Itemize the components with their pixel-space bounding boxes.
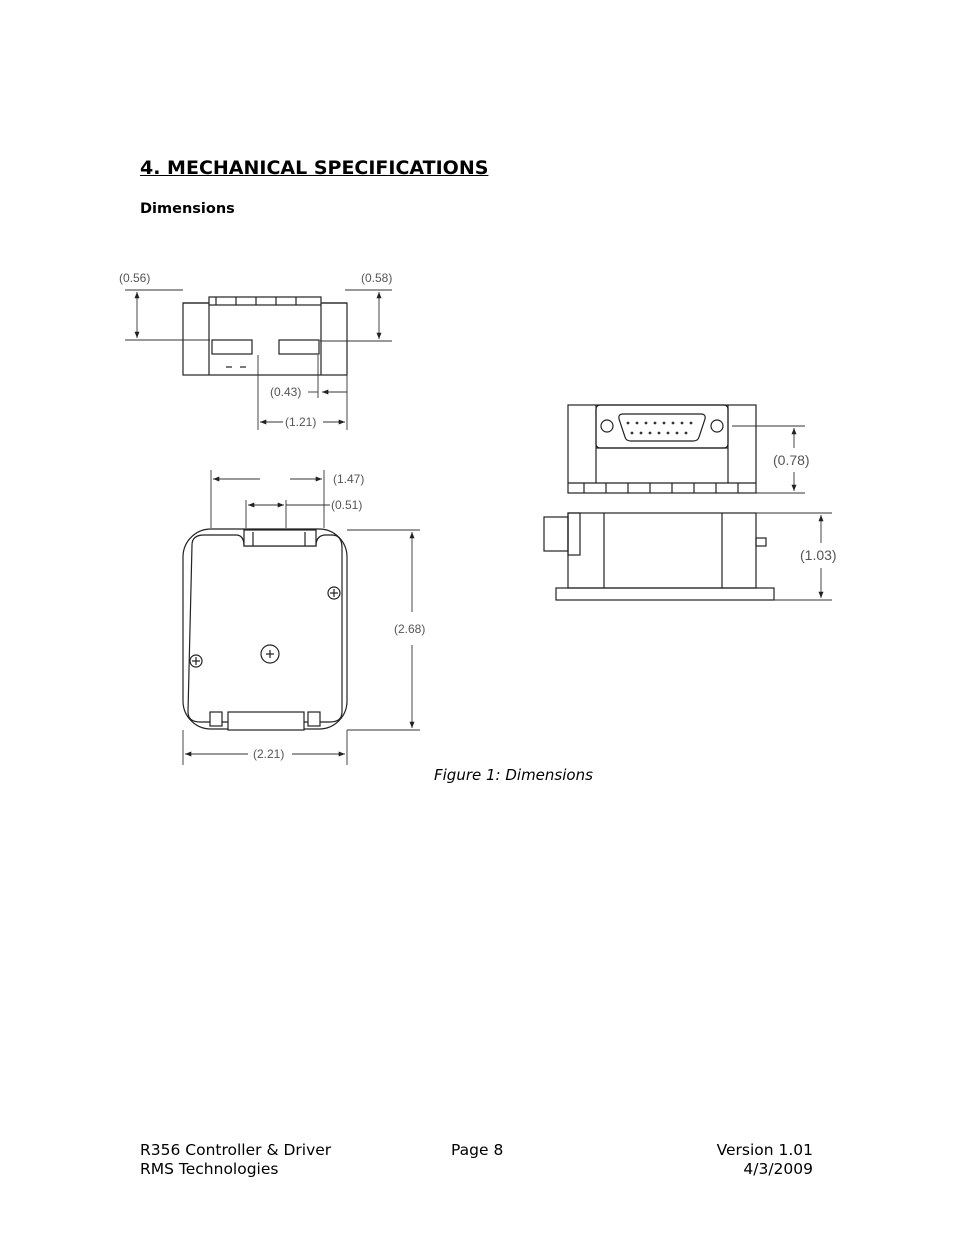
dim-056: (0.56) xyxy=(119,271,151,285)
dim-147: (1.47) xyxy=(333,472,365,486)
footer-left xyxy=(140,1141,331,1179)
dim-103: (1.03) xyxy=(800,547,837,563)
footer-product: R356 Controller & Driver xyxy=(140,1141,332,1159)
dim-268: (2.68) xyxy=(394,622,426,636)
side-view-bottom xyxy=(544,513,774,600)
top-view xyxy=(183,297,347,375)
dim-051: (0.51) xyxy=(331,498,363,512)
figure-caption: Figure 1: Dimensions xyxy=(434,766,593,784)
footer-date: 4/3/2009 xyxy=(743,1160,813,1178)
db15-pins xyxy=(627,422,693,435)
section-heading: 4. MECHANICAL SPECIFICATIONS xyxy=(140,157,489,179)
footer-company: RMS Technologies xyxy=(140,1160,279,1178)
dim-121: (1.21) xyxy=(285,415,317,429)
dim-058: (0.58) xyxy=(361,271,393,285)
footer-page: Page 8 xyxy=(451,1141,504,1159)
footer-version: Version 1.01 xyxy=(716,1141,813,1159)
section-subheading: Dimensions xyxy=(140,201,235,217)
side-view-top xyxy=(568,405,756,493)
front-view xyxy=(183,529,347,730)
dim-043: (0.43) xyxy=(270,385,302,399)
dim-078: (0.78) xyxy=(773,452,810,468)
dim-221: (2.21) xyxy=(253,747,285,761)
footer-right xyxy=(680,1141,813,1179)
